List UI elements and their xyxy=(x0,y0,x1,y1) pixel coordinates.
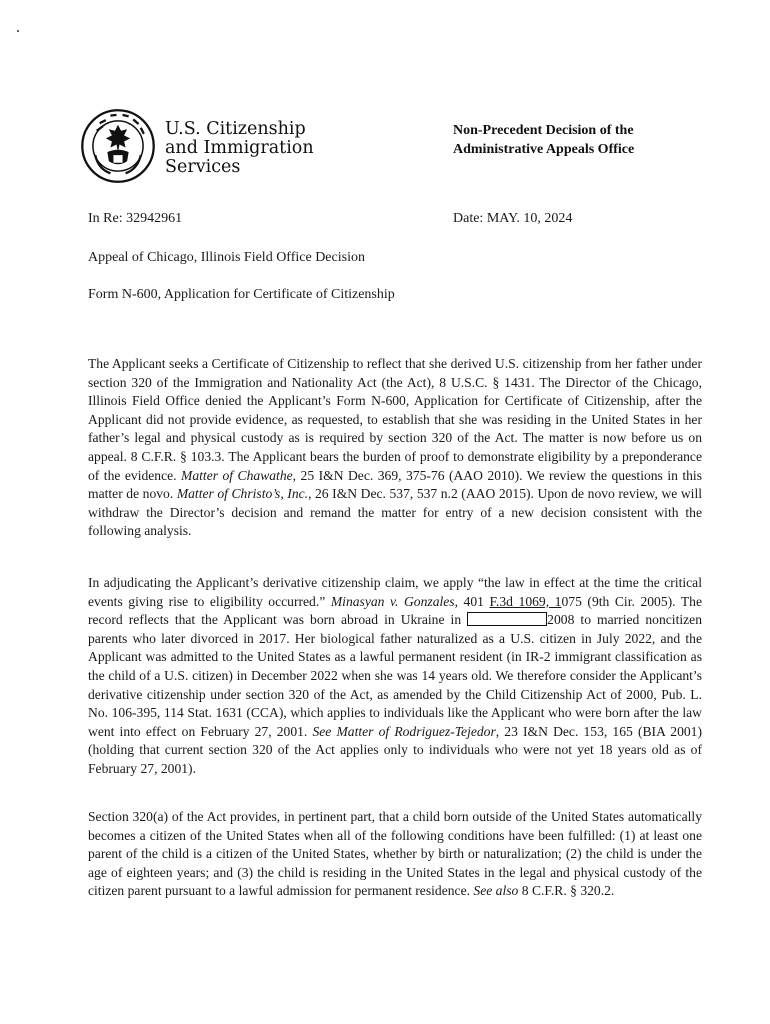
p3-text-a: Section 320(a) of the Act provides, in pertinent part, that a child born outside of the United States automatically becomes a citizen of the United States when all of the following conditions have been fulfilled: (1) at least one parent of the child is a citizen of the United States, whether by birth or naturalization; (2) the child is under the age of eighteen years; and (3) the child is residing in the United States in the legal and physical custody of the citizen parent pursuant to a lawful admission for permanent residence. xyxy=(88,809,702,899)
p3-text-b: 8 C.F.R. § 320.2. xyxy=(518,883,615,899)
form-line: Form N-600, Application for Certificate of Citizenship xyxy=(88,287,395,302)
p1-citation-chawathe: Matter of Chawathe xyxy=(181,467,293,483)
p3-citation-see-also: See also xyxy=(473,883,519,899)
decision-type xyxy=(453,121,634,159)
agency-name xyxy=(165,120,314,177)
decision-date: Date: MAY. 10, 2024 xyxy=(453,211,573,226)
paragraph-3 xyxy=(88,808,702,901)
p2-citation-reporter: F.3d 1069, 1 xyxy=(489,593,562,609)
p2-citation-minasyan: Minasyan v. Gonzales xyxy=(330,593,455,609)
decision-type-line-1: Non-Precedent Decision of the xyxy=(453,123,634,138)
paragraph-2 xyxy=(88,574,702,779)
agency-line-1: U.S. Citizenship xyxy=(165,119,306,139)
agency-line-2: and Immigration xyxy=(165,138,314,158)
redaction-box xyxy=(467,612,547,626)
p1-text-b: , 25 I&N Dec. 369, 375-76 (AAO 2010). We review the questions in this matter de novo. xyxy=(88,467,702,502)
p1-citation-christos: Matter of Christo’s, Inc. xyxy=(176,486,309,502)
p1-text-a: The Applicant seeks a Certificate of Citizenship to reflect that she derived U.S. citizenship from her father under section 320 of the Immigration and Nationality Act (the Act), 8 U.S.C. § 1431. The Director of the Chicago, Illinois Field Office denied the Applicant’s Form N-600, Application for Certificate of Citizenship, after the Applicant did not provide evidence, as requested, to establish that she was residing in the United States in her father’s legal and physical custody as is required by section 320 of the Act. The matter is now before us on appeal. 8 C.F.R. § 103.3. The Applicant bears the burden of proof to demonstrate eligibility by a preponderance of the evidence. xyxy=(88,356,702,483)
p2-text-c: 075 (9th Cir. 2005). The record reflects that the Applicant was born abroad in Ukraine in xyxy=(88,593,702,628)
agency-line-3: Services xyxy=(165,157,241,177)
p2-text-a: In adjudicating the Applicant’s derivative citizenship claim, we apply “the law in effect at the time the critical events giving rise to eligibility occurred.” xyxy=(88,575,702,609)
p1-text-c: , 26 I&N Dec. 537, 537 n.2 (AAO 2015). Upon de novo review, we will withdraw the Director’s decision and remand the matter for entry of a new decision consistent with the following analysis. xyxy=(88,486,702,539)
p2-text-b: , 401 xyxy=(454,593,490,609)
p2-text-e: , 23 I&N Dec. 153, 165 (BIA 2001) (holding that current section 320 of the Act applies only to individuals who were not yet 18 years old as of February 27, 2001). xyxy=(88,723,702,776)
appeal-line: Appeal of Chicago, Illinois Field Office Decision xyxy=(88,250,365,265)
paragraph-1 xyxy=(88,355,702,541)
scan-speck xyxy=(17,30,19,32)
p2-citation-rodriguez: See Matter of Rodriguez-Tejedor xyxy=(312,723,496,739)
case-number: In Re: 32942961 xyxy=(88,211,183,226)
dhs-seal-icon xyxy=(80,108,156,184)
p2-text-d: 2008 to married noncitizen parents who later divorced in 2017. Her biological father naturalized as a U.S. citizen in July 2022, and the Applicant was admitted to the United States as a lawful permanent resident (in IR-2 immigrant classification as the child of a U.S. citizen) in December 2022 when she was 14 years old. We therefore consider the Applicant’s derivative citizenship under section 320 of the Act, as amended by the Child Citizenship Act of 2000, Pub. L. No. 106-395, 114 Stat. 1631 (CCA), which applies to individuals like the Applicant who were born after the law went into effect on February 27, 2001. xyxy=(88,612,702,739)
decision-type-line-2: Administrative Appeals Office xyxy=(453,142,635,157)
